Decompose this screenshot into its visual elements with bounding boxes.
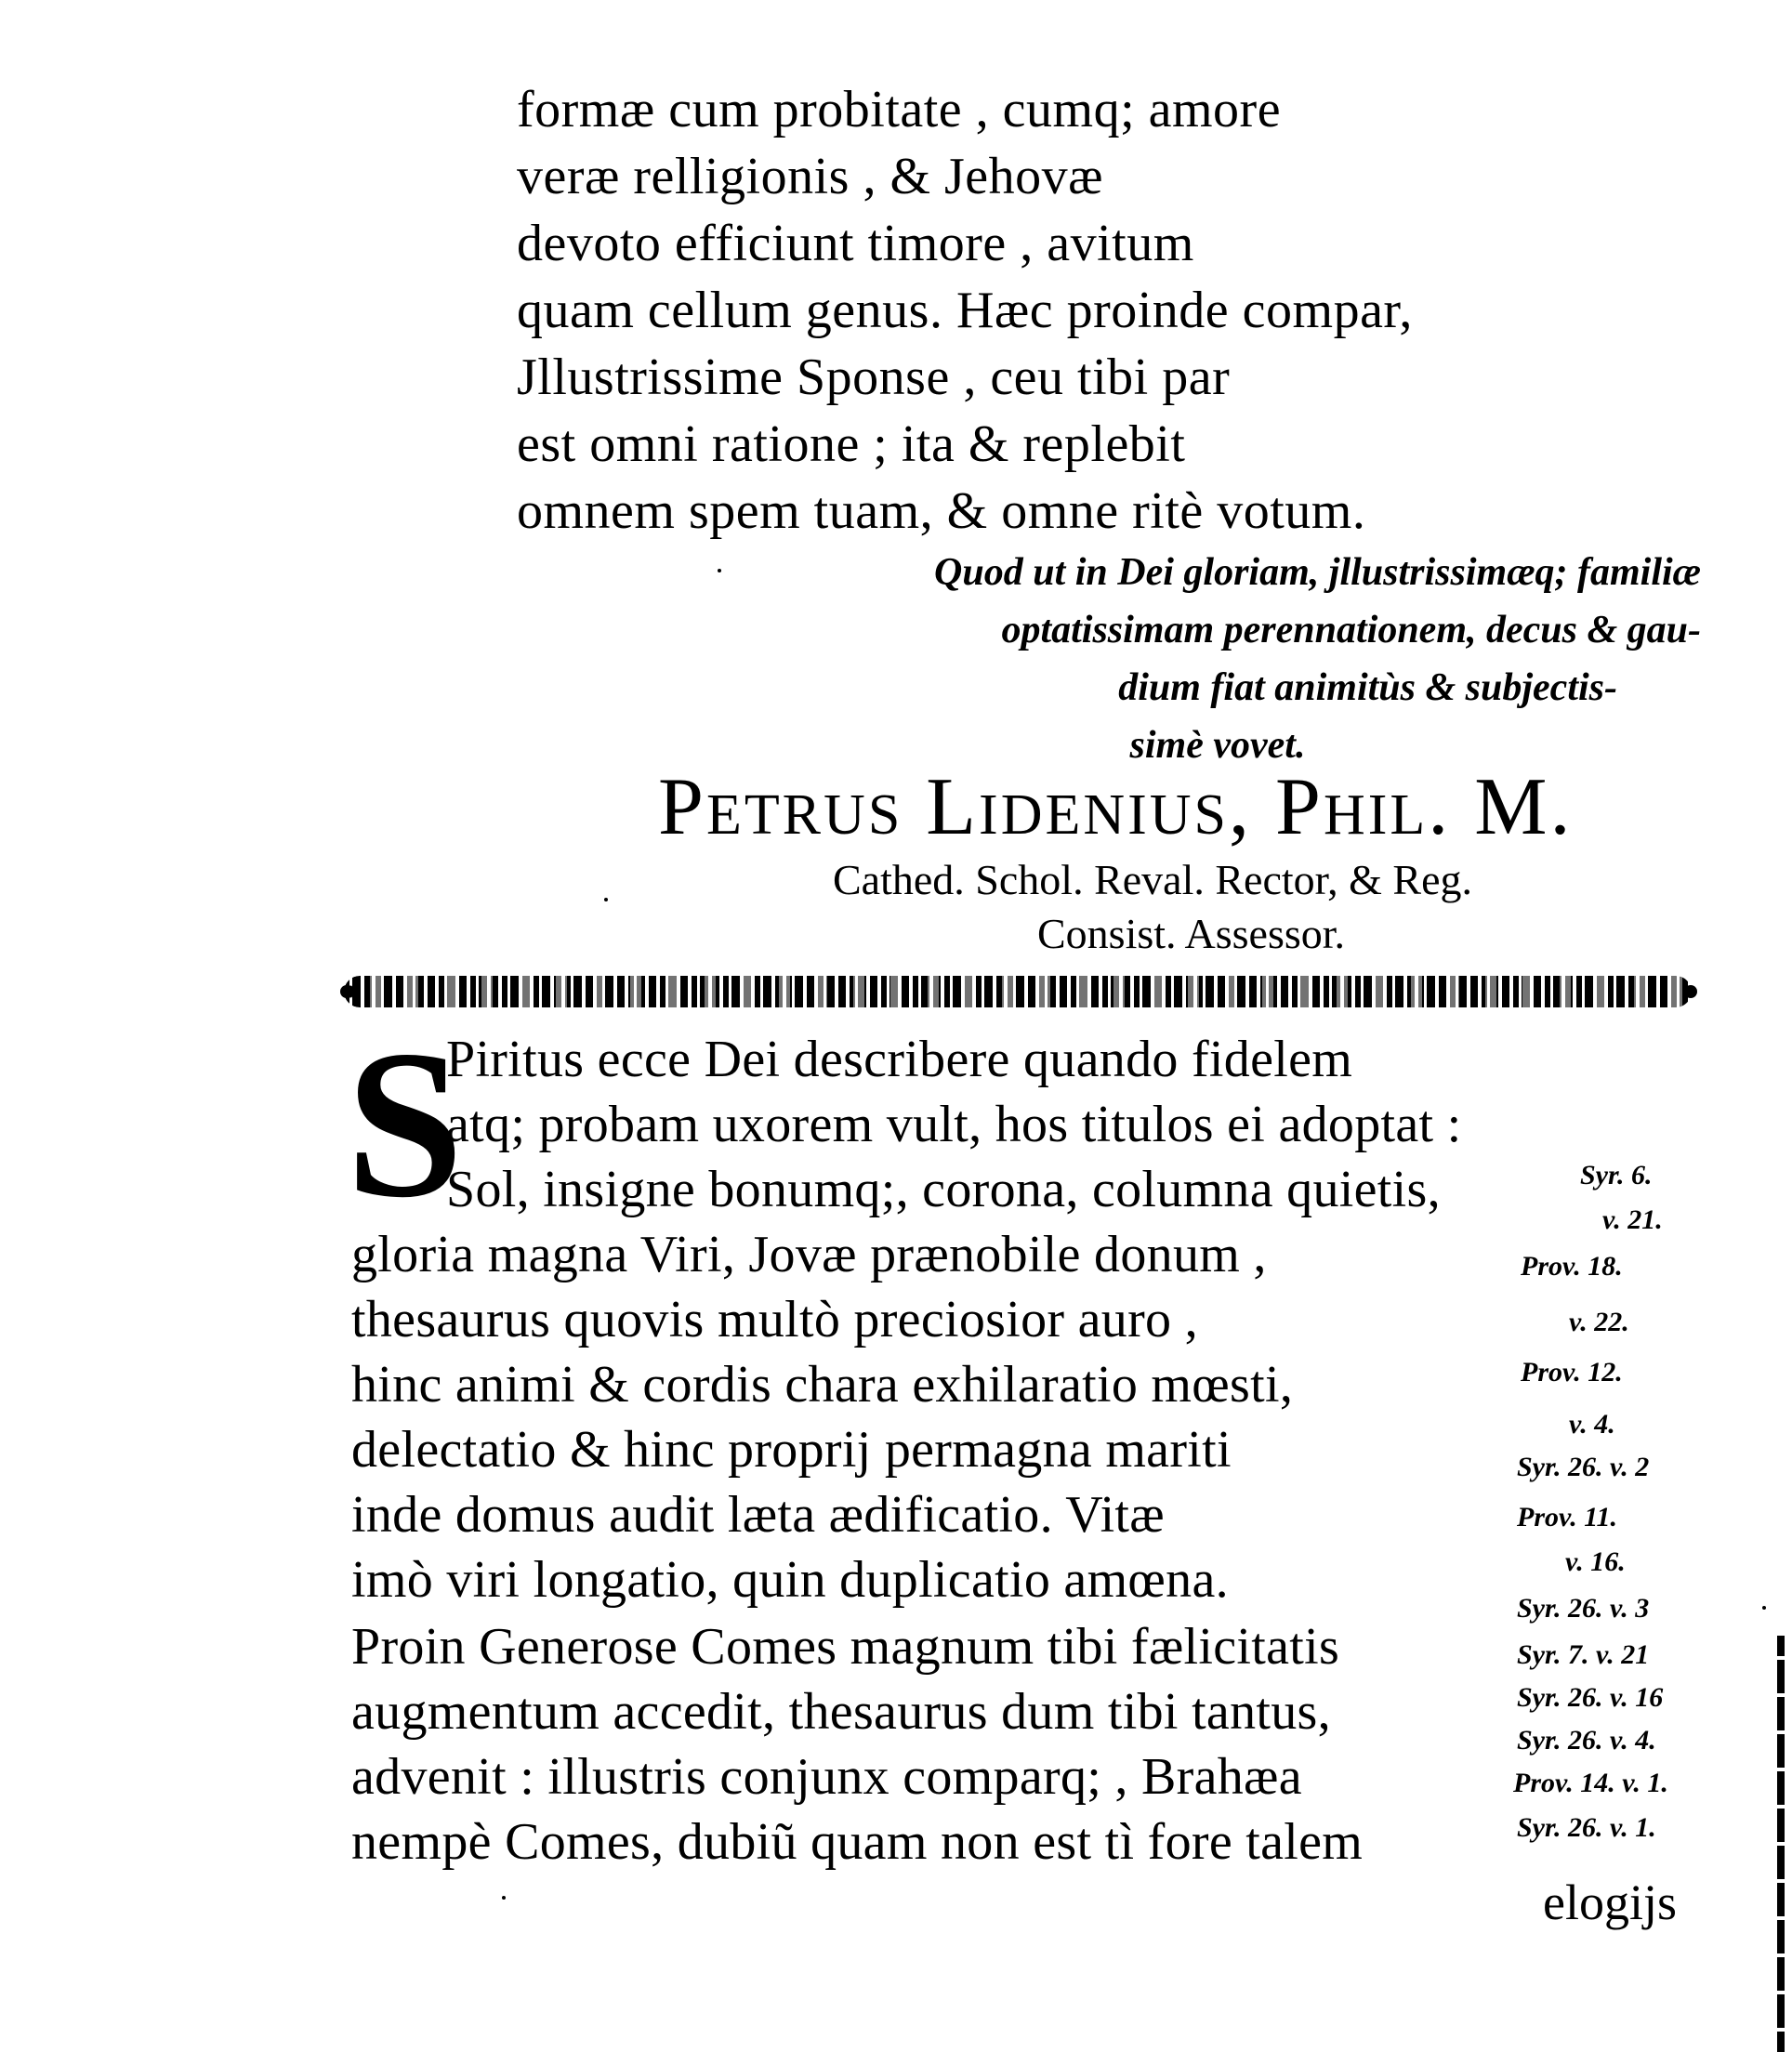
poem-line: advenit : illustris conjunx comparq; , Brahæa (351, 1748, 1302, 1806)
poem-line: imò viri longatio, quin duplicatio amœna. (351, 1551, 1229, 1609)
binding-shadow (1777, 1636, 1785, 2052)
text-line: veræ relligionis , & Jehovæ (517, 148, 1104, 205)
catchword: elogijs (1543, 1874, 1677, 1930)
text-line: devoto efficiunt timore , avitum (517, 215, 1194, 272)
margin-reference: Syr. 6. (1580, 1160, 1653, 1190)
poem-line: Sol, insigne bonumq;, corona, columna quietis, (446, 1161, 1441, 1218)
italic-line: Quod ut in Dei gloriam, jllustrissimæq; familiæ (934, 551, 1701, 594)
ornamental-band (344, 976, 1692, 1007)
margin-reference: v. 22. (1569, 1307, 1629, 1337)
drop-cap: S (346, 1007, 464, 1242)
margin-reference: Prov. 14. v. 1. (1513, 1768, 1668, 1798)
print-speck (604, 898, 608, 901)
margin-reference: Syr. 26. v. 1. (1517, 1812, 1656, 1843)
text-line: formæ cum probitate , cumq; amore (517, 81, 1282, 138)
text-line: omnem spem tuam, & omne ritè votum. (517, 482, 1366, 540)
poem-line: hinc animi & cordis chara exhilaratio mœsti, (351, 1356, 1294, 1414)
poem-line: atq; probam uxorem vult, hos titulos ei adoptat : (446, 1096, 1462, 1153)
poem-line: Piritus ecce Dei describere quando fidelem (446, 1031, 1353, 1088)
poem-line: augmentum accedit, thesaurus dum tibi tantus, (351, 1683, 1331, 1741)
margin-reference: Syr. 7. v. 21 (1517, 1639, 1650, 1670)
print-speck (502, 1896, 506, 1900)
margin-reference: Syr. 26. v. 2 (1517, 1452, 1650, 1482)
text-line: quam cellum genus. Hæc proinde compar, (517, 282, 1413, 339)
italic-line: dium fiat animitùs & subjectis- (1118, 666, 1617, 709)
margin-reference: Prov. 12. (1521, 1357, 1623, 1388)
poem-line: inde domus audit læta ædificatio. Vitæ (351, 1486, 1165, 1544)
text-line: Jllustrissime Sponse , ceu tibi par (517, 349, 1231, 406)
signature-title: Consist. Assessor. (1037, 910, 1346, 957)
print-speck (1762, 1606, 1766, 1610)
margin-reference: Prov. 18. (1521, 1251, 1623, 1282)
margin-reference: v. 4. (1569, 1409, 1615, 1440)
margin-reference: Syr. 26. v. 16 (1517, 1682, 1664, 1713)
margin-reference: Syr. 26. v. 3 (1517, 1593, 1650, 1624)
print-speck (718, 569, 721, 572)
margin-reference: v. 16. (1565, 1546, 1626, 1577)
ornament-end-dot (340, 985, 353, 998)
signature-name: Petrus Lidenius, Phil. M. (658, 762, 1574, 852)
poem-line: delectatio & hinc proprij permagna mariti (351, 1421, 1232, 1479)
ornament-end-dot (1684, 985, 1697, 998)
poem-line: gloria magna Viri, Jovæ prænobile donum , (351, 1226, 1267, 1283)
italic-line: optatissimam perennationem, decus & gau- (1001, 609, 1701, 651)
poem-line: thesaurus quovis multò preciosior auro , (351, 1291, 1198, 1348)
signature-title: Cathed. Schol. Reval. Rector, & Reg. (833, 856, 1473, 903)
margin-reference: v. 21. (1602, 1204, 1663, 1235)
text-line: est omni ratione ; ita & replebit (517, 415, 1186, 473)
margin-reference: Syr. 26. v. 4. (1517, 1725, 1656, 1756)
poem-line: nempè Comes, dubiũ quam non est tì fore talem (351, 1813, 1364, 1871)
margin-reference: Prov. 11. (1517, 1502, 1618, 1532)
poem-line: Proin Generose Comes magnum tibi fælicitatis (351, 1618, 1340, 1676)
italic-line: simè vovet. (1129, 724, 1306, 767)
